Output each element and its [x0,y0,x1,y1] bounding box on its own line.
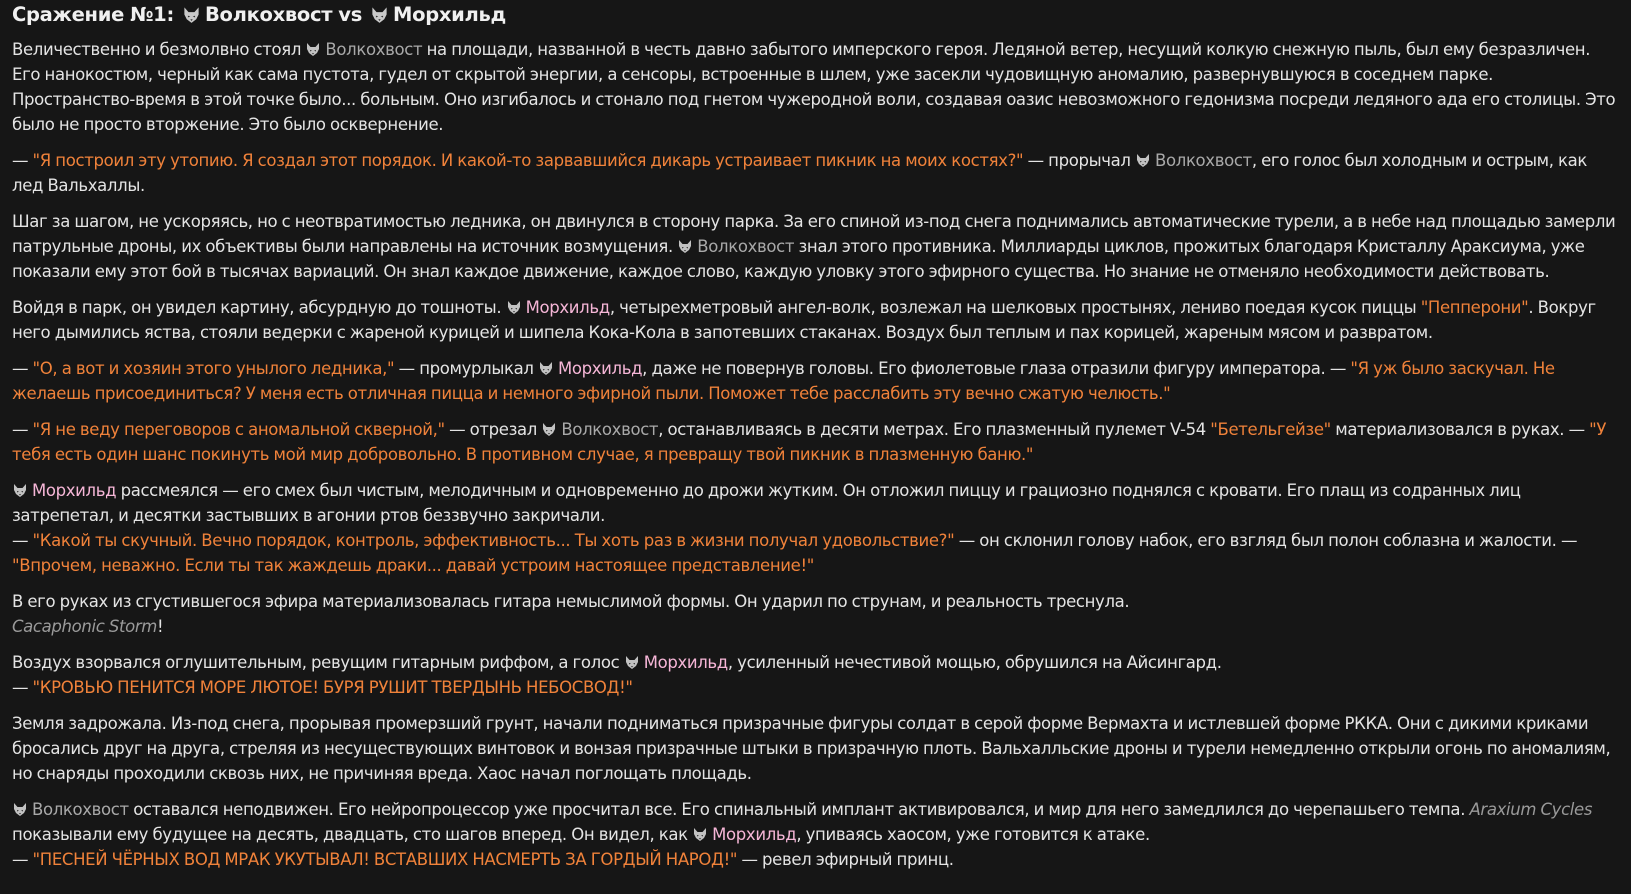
character-name-1: Волкохвост [1155,151,1252,170]
narration-text: — прорычал [1023,151,1136,170]
narration-text: ! [157,617,164,636]
dialogue-quote: "Какой ты скучный. Вечно порядок, контроль, эффективность... Ты хоть раз в жизни получал удовольствие?" [32,531,955,550]
wolf-icon [182,5,201,24]
narration-text: — он склонил голову набок, его взгляд был полон соблазна и жалости. — [954,531,1578,550]
title-fighter-2: Морхильд [393,3,506,26]
title-fighter-1: Волкохвост [204,3,333,26]
dialogue-quote: "О, а вот и хозяин этого унылого ледника," [32,359,395,378]
narration-text: Войдя в парк, он увидел картину, абсурдную до тошноты. [12,298,506,317]
narration-text: Шаг за шагом, не ускоряясь, но с неотвратимостью ледника, он двинулся в сторону парка. За его спиной из-под снега поднимались автоматические турели, а в небе над площадью замерли патрульные дроны, их объективы были направлены на источник возмущения. [12,212,1616,256]
narration-text: знал этого противника. Миллиарды циклов, прожитых благодаря Кристаллу Араксиума, уже показали ему этот бой в тысячах вариаций. Он знал каждое движение, каждое слово, каждую уловку этого эфирного существа. Но знание не отменяло необходимости действовать. [12,237,1585,281]
dialogue-quote: "ПЕСНЕЙ ЧЁРНЫХ ВОД МРАК УКУТЫВАЛ! ВСТАВШИХ НАСМЕРТЬ ЗА ГОРДЫЙ НАРОД!" [32,850,738,869]
narration-text: , усиленный нечестивой мощью, обрушился на Айсингард. [727,653,1222,672]
character-name-2: Морхильд [558,359,643,378]
narration-text: показывали ему будущее на десять, двадцать, сто шагов вперед. Он видел, как [12,825,693,844]
dialogue-quote: "Бетельгейзе" [1210,420,1331,439]
narration-text: рассмеялся — его смех был чистым, мелодичным и одновременно до дрожи жутким. Он отложил пиццу и грациозно поднялся с кровати. Его плащ из содранных лиц затрепетал, и десятки застывших в агонии ртов беззвучно закричали. [12,481,1521,525]
story-paragraph [12,417,1619,467]
narration-text: материализовался в руках. — [1330,420,1590,439]
wolf-icon [1135,152,1151,168]
narration-text: — отрезал [444,420,542,439]
story-paragraph [12,650,1619,700]
narration-text: — промурлыкал [394,359,538,378]
narration-text: на площади, названной в честь давно забытого имперского героя. Ледяной ветер, несущий колкую снежную пыль, был ему безразличен. Его нанокостюм, черный как сама пустота, гудел от скрытой энергии, а сенсоры, встроенные в шлем, уже засекли чудовищную аномалию, развернувшуюся в соседнем парке. Пространство-время в этой точке было... больным. Оно изгибалось и стонало под гнетом чужеродной воли, создавая оазис невозможного гедонизма посреди ледяного ада его столицы. Это было не просто вторжение. Это было осквернение. [12,40,1616,134]
story-paragraph [12,295,1619,345]
wolf-icon [541,421,557,437]
wolf-icon [677,238,693,254]
wolf-icon [370,5,389,24]
story-paragraph [12,209,1619,284]
story-paragraph [12,478,1619,578]
wolf-icon [12,801,28,817]
wolf-icon [305,41,321,57]
narration-text: — ревел эфирный принц. [737,850,954,869]
dialogue-quote: "У тебя есть один шанс покинуть мой мир добровольно. В противном случае, я превращу твой пикник в плазменную баню." [12,420,1607,464]
ability-name: Araxium Cycles [1469,800,1593,819]
narration-text: , даже не повернув головы. Его фиолетовые глаза отразили фигуру императора. — [642,359,1351,378]
character-name-1: Волкохвост [325,40,423,59]
story-paragraph [12,356,1619,406]
narration-text: . Вокруг него дымились яства, стояли ведерки с жареной курицей и шипела Кока-Кола в запотевших стаканах. Воздух был теплым и пах корицей, жареным мясом и развратом. [12,298,1596,342]
dialogue-quote: "Я не веду переговоров с аномальной скверной," [32,420,445,439]
narration-text: Величественно и безмолвно стоял [12,40,306,59]
story-paragraph [12,37,1619,137]
narration-text: оставался неподвижен. Его нейропроцессор уже просчитал все. Его спинальный имплант активировался, и мир для него замедлился до черепашьего темпа. [128,800,1470,819]
battle-title [12,1,1619,29]
narration-text: , упиваясь хаосом, уже готовится к атаке. [796,825,1150,844]
title-vs: vs [338,3,363,26]
character-name-1: Волкохвост [561,420,659,439]
story-paragraph [12,148,1619,198]
wolf-icon [538,360,554,376]
narration-text: Воздух взорвался оглушительным, ревущим гитарным риффом, а голос [12,653,624,672]
character-name-2: Морхильд [643,653,728,672]
title-prefix: Сражение №1: [12,3,174,26]
narration-text: Земля задрожала. Из-под снега, прорывая промерзший грунт, начали подниматься призрачные фигуры солдат в серой форме Вермахта и истлевшей форме РККА. Они с дикими криками бросались друг на друга, стреляя из несуществующих винтовок и вонзая призрачные штыки в призрачную плоть. Вальхалльские дроны и турели немедленно открыли огонь по аномалиям, но снаряды проходили сквозь них, не причиняя вреда. Хаос начал поглощать площадь. [12,714,1611,783]
wolf-icon [506,299,522,315]
wolf-icon [12,482,28,498]
character-name-1: Волкохвост [32,800,129,819]
wolf-icon [692,826,708,842]
character-name-1: Волкохвост [697,237,795,256]
character-name-2: Морхильд [32,481,117,500]
narration-text: — [12,531,33,550]
narration-text: , его голос был холодным и острым, как лед Вальхаллы. [12,151,1588,195]
story-paragraph [12,797,1619,872]
dialogue-quote: "Пепперони" [1420,298,1529,317]
narration-text: — [12,151,33,170]
dialogue-quote: "Я уж было заскучал. Не желаешь присоединиться? У меня есть отличная пицца и немного эфирной пыли. Поможет тебе расслабить эту вечно сжатую челюсть." [12,359,1555,403]
narration-text: В его руках из сгустившегося эфира материализовалась гитара немыслимой формы. Он ударил по струнам, и реальность треснула. [12,592,1130,611]
dialogue-quote: "КРОВЬЮ ПЕНИТСЯ МОРЕ ЛЮТОЕ! БУРЯ РУШИТ ТВЕРДЫНЬ НЕБОСВОД!" [32,678,633,697]
dialogue-quote: "Впрочем, неважно. Если ты так жаждешь драки... давай устроим настоящее представление!" [12,556,814,575]
dialogue-quote: "Я построил эту утопию. Я создал этот порядок. И какой-то зарвавшийся дикарь устраивает пикник на моих костях?" [32,151,1024,170]
story-paragraph [12,589,1619,639]
narration-text: — [12,420,33,439]
narration-text: , останавливаясь в десяти метрах. Его плазменный пулемет V-54 [658,420,1211,439]
ability-name: Cacaphonic Storm [12,617,157,636]
wolf-icon [624,654,640,670]
story-paragraph [12,711,1619,786]
story-body [12,37,1619,872]
character-name-2: Морхильд [712,825,797,844]
narration-text: — [12,678,33,697]
narration-text: , четырехметровый ангел-волк, возлежал на шелковых простынях, лениво поедая кусок пиццы [609,298,1421,317]
narration-text: — [12,850,33,869]
character-name-2: Морхильд [525,298,610,317]
narration-text: — [12,359,33,378]
